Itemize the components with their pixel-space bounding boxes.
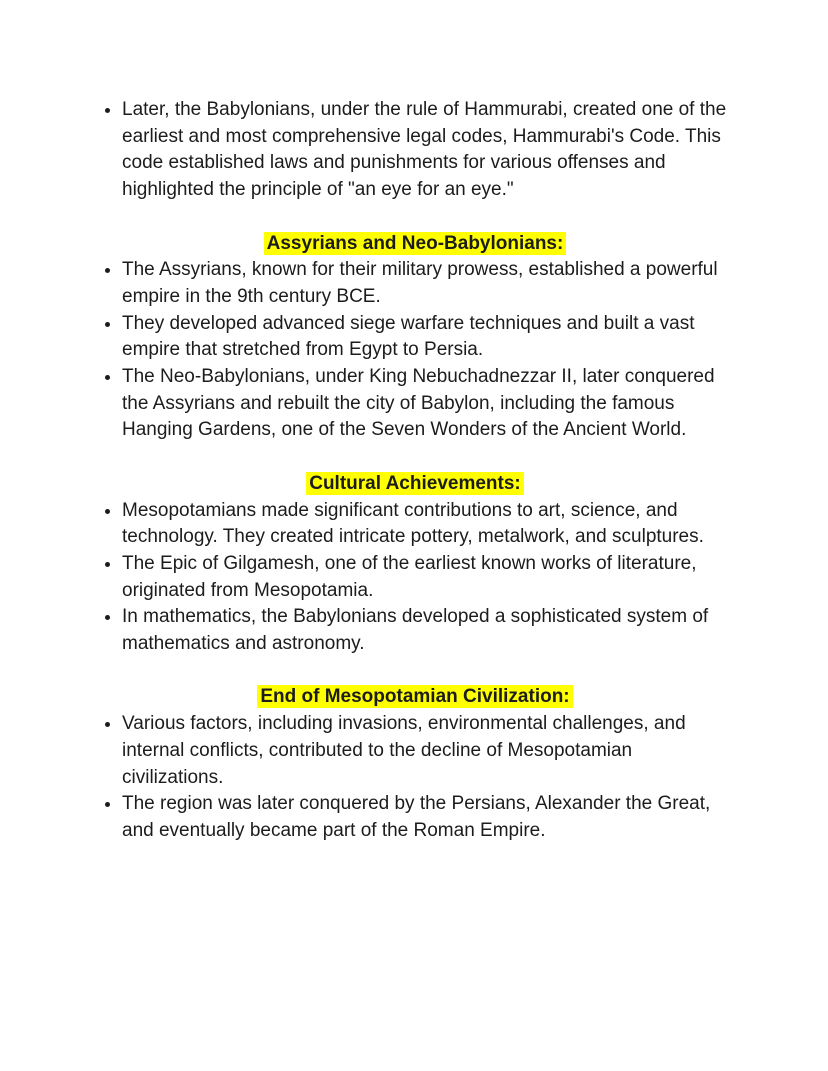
bullet-item: • The region was later conquered by the Persians, Alexander the Great, and eventually became part of the Roman Empire. [122, 791, 730, 844]
bullet-list [100, 97, 730, 204]
bullet-item: • The Neo-Babylonians, under King Nebuchadnezzar II, later conquered the Assyrians and rebuilt the city of Babylon, including the famous Hanging Gardens, one of the Seven Wonders of the Ancient World. [122, 364, 730, 444]
section-heading [100, 684, 730, 711]
bullet-list [100, 257, 730, 444]
document-section [100, 231, 730, 445]
bullet-item: • Later, the Babylonians, under the rule of Hammurabi, created one of the earliest and most comprehensive legal codes, Hammurabi's Code. This code established laws and punishments for various offenses and highlighted the principle of "an eye for an eye." [122, 97, 730, 204]
section-heading [100, 231, 730, 258]
bullet-item: • The Assyrians, known for their military prowess, established a powerful empire in the 9th century BCE. [122, 257, 730, 310]
heading-highlight: Assyrians and Neo-Babylonians: [264, 232, 567, 255]
bullet-item: • Mesopotamians made significant contributions to art, science, and technology. They created intricate pottery, metalwork, and sculptures. [122, 498, 730, 551]
section-heading [100, 471, 730, 498]
bullet-item: • In mathematics, the Babylonians developed a sophisticated system of mathematics and astronomy. [122, 604, 730, 657]
heading-highlight: Cultural Achievements: [306, 472, 524, 495]
bullet-item: • The Epic of Gilgamesh, one of the earliest known works of literature, originated from Mesopotamia. [122, 551, 730, 604]
document-section [100, 471, 730, 658]
bullet-list [100, 711, 730, 845]
document-section [100, 684, 730, 844]
bullet-item: • Various factors, including invasions, environmental challenges, and internal conflicts, contributed to the decline of Mesopotamian civilizations. [122, 711, 730, 791]
bullet-item: • They developed advanced siege warfare techniques and built a vast empire that stretched from Egypt to Persia. [122, 311, 730, 364]
document-section [100, 97, 730, 204]
heading-highlight: End of Mesopotamian Civilization: [257, 685, 572, 708]
bullet-list [100, 498, 730, 658]
